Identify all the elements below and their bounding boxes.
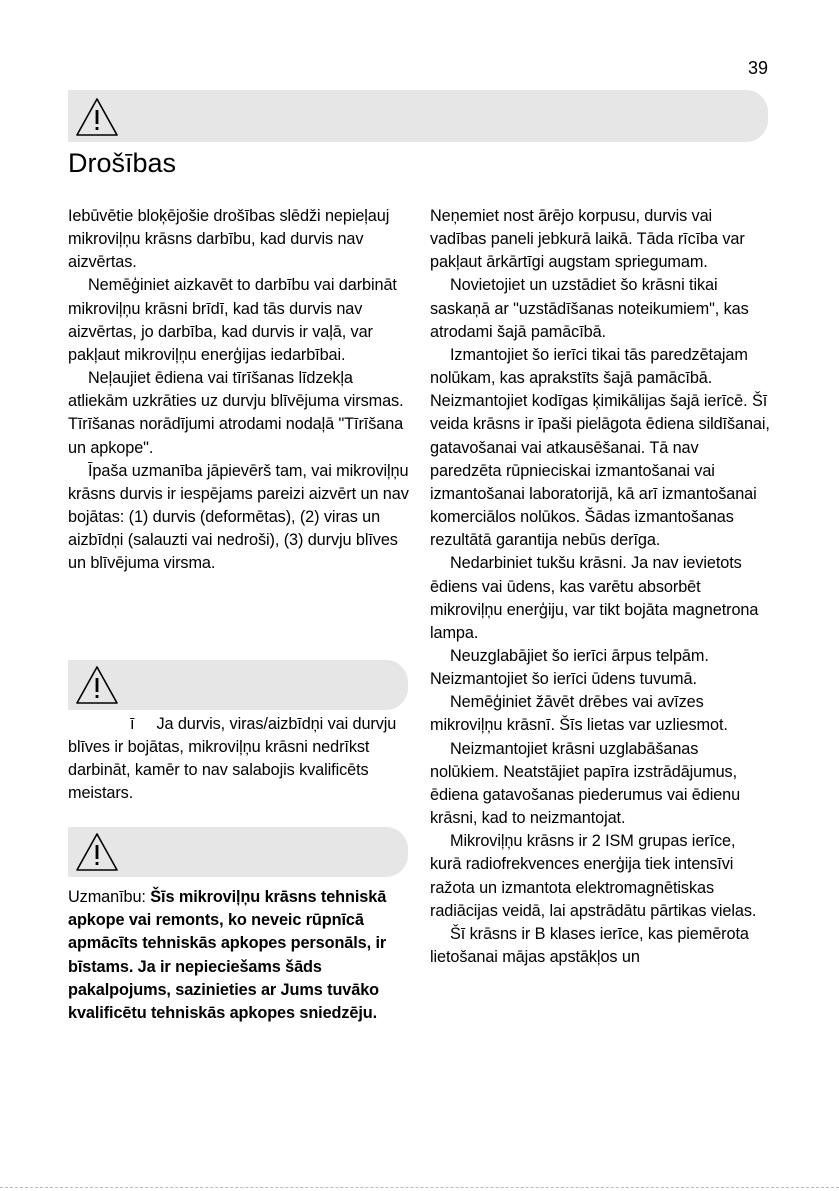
paragraph: Nedarbiniet tukšu krāsni. Ja nav ievietots ēdiens vai ūdens, kas varētu absorbēt mikroviļņu enerģiju, var tikt bojāta magnetrona lampa. [430, 554, 759, 642]
page-number: 39 [748, 58, 769, 78]
warning-box-2-text [68, 886, 413, 1025]
warning-2-bold-text: Šīs mikroviļņu krāsns tehniskā apkope vai remonts, ko neveic rūpnīcā apmācīts tehniskās apkopes personāls, ir bīstams. Ja ir nepieciešams šāds pakalpojums, sazinieties ar Jums tuvāko kvalificētu tehniskās apkopes sniedzēju. [68, 888, 387, 1023]
paragraph: Iebūvētie bloķējošie drošības slēdži nepieļauj mikroviļņu krāsns darbību, kad durvis nav aizvērtas. [68, 207, 390, 272]
warning-triangle-icon [74, 96, 120, 138]
warning-1-text: Ja durvis, viras/aizbīdņi vai durvju blīves ir bojātas, mikroviļņu krāsni nedrīkst darbināt, kamēr to nav salabojis kvalificēts meistars. [68, 715, 397, 803]
paragraph: Īpaša uzmanība jāpievērš tam, vai mikroviļņu krāsns durvis ir iespējams pareizi aizvērt un nav bojātas: (1) durvis (deformētas), (2) viras un aizbīdņi (salauzti vai nedroši), (3) durvju blīves un blīvējuma virsma. [68, 461, 409, 573]
warning-box-1-text [68, 713, 413, 806]
paragraph: Mikroviļņu krāsns ir 2 ISM grupas ierīce, kurā radiofrekvences enerģija tiek intensīvi ražota un izmantota elektromagnētiskas radiācijas veidā, lai apstrādātu pārtikas vielas. [430, 832, 757, 920]
page-edge-divider [0, 1187, 839, 1188]
paragraph: Šī krāsns ir B klases ierīce, kas piemērota lietošanai mājas apstākļos un [430, 924, 749, 966]
left-column [68, 205, 413, 576]
paragraph: Neņemiet nost ārējo korpusu, durvis vai vadības paneli jebkurā laikā. Tāda rīcība var pakļaut ārkārtīgi augstam spriegumam. [430, 207, 745, 272]
page-title: Drošības [68, 148, 177, 178]
paragraph: Neizmantojiet krāsni uzglabāšanas nolūkiem. Neatstājiet papīra izstrādājumus, ēdiena gatavošanas piederumus vai ēdienu krāsni, kad to neizmantojat. [430, 739, 741, 828]
warning-triangle-icon [74, 664, 120, 706]
paragraph: Nemēģiniet žāvēt drēbes vai avīzes mikroviļņu krāsnī. Šīs lietas var uzliesmot. [430, 693, 728, 735]
warning-header-band [68, 90, 768, 142]
right-column [430, 205, 770, 969]
paragraph: Novietojiet un uzstādiet šo krāsni tikai saskaņā ar "uzstādīšanas noteikumiem", kas atrodami šajā pamācībā. [430, 276, 749, 341]
paragraph: Nemēģiniet aizkavēt to darbību vai darbināt mikroviļņu krāsni brīdī, kad tās durvis nav aizvērtas, jo darbība, kad durvis ir vaļā, var pakļaut mikroviļņu enerģijas iedarbībai. [68, 276, 397, 364]
paragraph: Izmantojiet šo ierīci tikai tās paredzētajam nolūkam, kas aprakstīts šajā pamācībā. Neizmantojiet kodīgas ķimikālijas šajā ierīcē. Šī veida krāsns ir īpaši pielāgota ēdiena sildīšanai, gatavošanai vai atkausēšanai. Tā nav paredzēta rūpnieciskai izmantošanai vai izmantošanai laboratorijā, kā arī izmantošanai komerciālos nolūkos. Šādas izmantošanas rezultātā garantija nebūs derīga. [430, 345, 770, 550]
paragraph: Neuzglabājiet šo ierīci ārpus telpām. Neizmantojiet šo ierīci ūdens tuvumā. [430, 646, 709, 689]
paragraph: Neļaujiet ēdiena vai tīrīšanas līdzekļa atliekām uzkrāties uz durvju blīvējuma virsmas. Tīrīšanas norādījumi atrodami nodaļā "Tīrīšana un apkope". [68, 369, 404, 457]
warning-2-lead: Uzmanību: [68, 888, 151, 906]
warning-triangle-icon [74, 831, 120, 873]
stray-character: ī [130, 715, 135, 733]
